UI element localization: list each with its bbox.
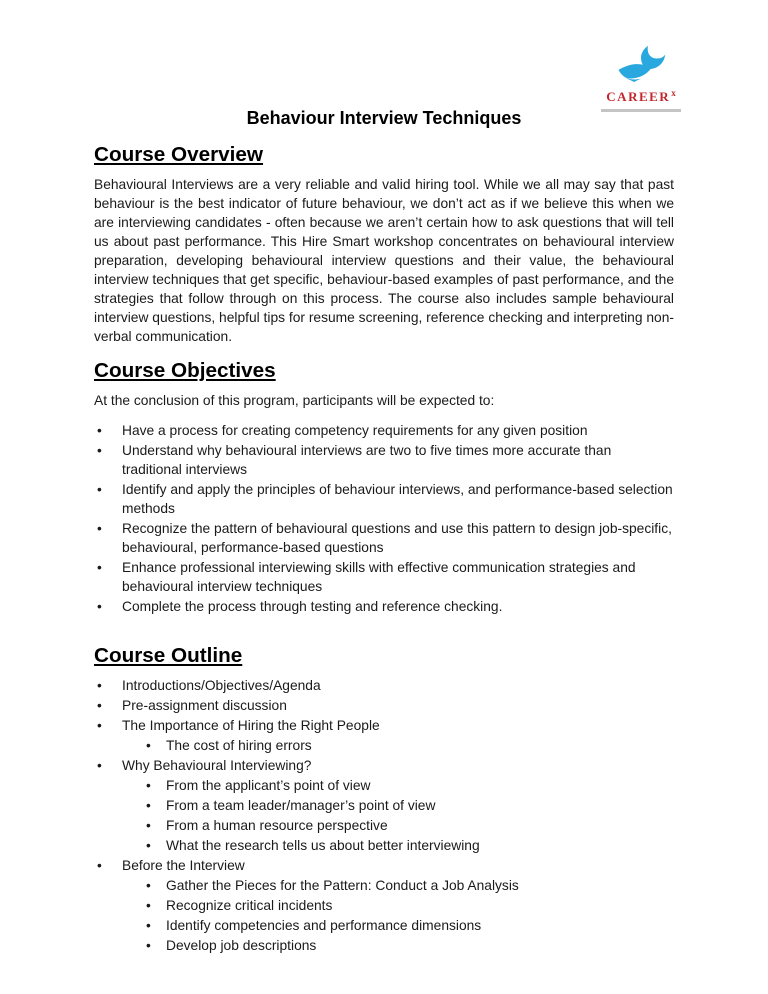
outline-item — [94, 696, 674, 715]
outline-subitem-text: From the applicant’s point of view — [166, 778, 371, 793]
bullet-icon: • — [97, 443, 102, 458]
section-heading-objectives: Course Objectives — [94, 359, 276, 382]
logo-brand — [596, 84, 686, 106]
outline-item-text: Before the Interview — [122, 858, 245, 873]
outline-item-text: Introductions/Objectives/Agenda — [122, 678, 321, 693]
outline-subitem-text: From a human resource perspective — [166, 818, 388, 833]
bullet-icon: • — [97, 698, 102, 713]
objective-item-text: Identify and apply the principles of behaviour interviews, and performance-based selection methods — [122, 482, 673, 516]
outline-item-text: The Importance of Hiring the Right People — [122, 718, 380, 733]
outline-subitem-text: Develop job descriptions — [166, 938, 317, 953]
outline-subitem-text: Recognize critical incidents — [166, 898, 333, 913]
objective-item — [94, 558, 674, 596]
bullet-icon: • — [146, 798, 151, 813]
section-heading-outline: Course Outline — [94, 644, 243, 667]
bullet-icon: • — [146, 738, 151, 753]
outline-subitem-text: Identify competencies and performance dimensions — [166, 918, 482, 933]
bullet-icon: • — [97, 423, 102, 438]
bullet-icon: • — [97, 521, 102, 536]
bullet-icon: • — [146, 918, 151, 933]
outline-subitem-text: From a team leader/manager’s point of view — [166, 798, 436, 813]
outline-subitem-text: The cost of hiring errors — [166, 738, 312, 753]
bullet-icon: • — [97, 599, 102, 614]
bullet-icon: • — [97, 560, 102, 575]
objective-item-text: Enhance professional interviewing skills with effective communication strategies and behavioural interview techniques — [122, 560, 636, 594]
logo-tagline — [601, 109, 681, 112]
bullet-icon: • — [146, 778, 151, 793]
document-title: Behaviour Interview Techniques — [246, 108, 522, 128]
objective-item — [94, 597, 674, 616]
outline-subitem — [144, 896, 674, 915]
objective-item-text: Complete the process through testing and reference checking. — [122, 599, 503, 614]
bullet-icon: • — [97, 758, 102, 773]
bullet-icon: • — [97, 858, 102, 873]
objective-item — [94, 519, 674, 557]
bullet-icon: • — [97, 482, 102, 497]
outline-item-text: Pre-assignment discussion — [122, 698, 287, 713]
bullet-icon: • — [146, 818, 151, 833]
outline-item — [94, 676, 674, 695]
outline-subitem — [144, 836, 674, 855]
section-heading-overview: Course Overview — [94, 143, 264, 166]
outline-subitem — [144, 816, 674, 835]
logo-brand-text: CAREER — [606, 89, 671, 104]
outline-subitem — [144, 916, 674, 935]
outline-subitem — [144, 876, 674, 895]
outline-subitem — [144, 776, 674, 795]
outline-subitem — [144, 736, 674, 755]
objectives-intro: At the conclusion of this program, participants will be expected to: — [94, 393, 495, 408]
bullet-icon: • — [146, 898, 151, 913]
outline-subitem — [144, 796, 674, 815]
outline-subitem — [144, 936, 674, 955]
outline-item — [94, 716, 674, 735]
bullet-icon: • — [146, 838, 151, 853]
overview-paragraph: Behavioural Interviews are a very reliable and valid hiring tool. While we all may say that past behaviour is the best indicator of future behaviour, we don’t act as if we believe this when we are interviewing candidates - often because we aren’t certain how to ask questions that will tell us about past performance. This Hire Smart workshop concentrates on behavioural interview preparation, developing behavioural interview questions and their value, the behavioural interview techniques that get specific, behaviour-based examples of past performance, and the strategies that follow through on this process. The course also includes sample behavioural interview questions, helpful tips for resume screening, reference checking and interpreting non-verbal communication. — [94, 177, 674, 344]
outline-item — [94, 756, 674, 775]
outline-item-text: Why Behavioural Interviewing? — [122, 758, 312, 773]
objective-item-text: Understand why behavioural interviews are two to five times more accurate than traditional interviews — [122, 443, 612, 477]
bird-logo-icon — [615, 44, 667, 82]
objectives-list — [94, 421, 674, 616]
objective-item-text: Recognize the pattern of behavioural questions and use this pattern to design job-specific, behavioural, performance-based questions — [122, 521, 672, 555]
bullet-icon: • — [146, 938, 151, 953]
logo-ribbon-icon: x — [671, 88, 676, 98]
outline-subitem-text: Gather the Pieces for the Pattern: Conduct a Job Analysis — [166, 878, 519, 893]
outline-item — [94, 856, 674, 875]
objective-item — [94, 421, 674, 440]
bullet-icon: • — [97, 678, 102, 693]
bullet-icon: • — [146, 878, 151, 893]
objective-item — [94, 480, 674, 518]
objective-item — [94, 441, 674, 479]
objective-item-text: Have a process for creating competency requirements for any given position — [122, 423, 588, 438]
outline-subitem-text: What the research tells us about better interviewing — [166, 838, 480, 853]
company-logo — [596, 44, 686, 112]
outline-list — [94, 676, 674, 955]
bullet-icon: • — [97, 718, 102, 733]
